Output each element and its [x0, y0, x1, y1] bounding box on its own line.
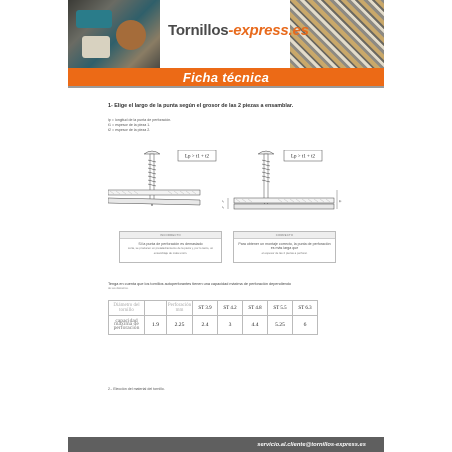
screw-head-right: [258, 151, 274, 154]
header-blank: [145, 301, 167, 316]
plate-2-left: [108, 198, 200, 205]
caption-correct: [233, 231, 336, 263]
document-page: [68, 0, 384, 452]
table-cell: 4.4: [243, 316, 268, 335]
dim-lp: lp: [339, 199, 342, 203]
legend-t2: t2 = espesor de la pieza 2.: [108, 128, 151, 132]
header-size: ST 4.8: [243, 301, 268, 316]
section-2-heading: 2.- Elección del material del tornillo.: [108, 387, 165, 391]
capacity-note: Tenga en cuenta que los tornillos autoperforantes tienen una capacidad máxima de perforación dependiendo: [108, 282, 292, 286]
workbench-photo: [68, 0, 160, 68]
row-label: capacidad máxima de perforación: [109, 316, 145, 335]
header-size: ST 5.5: [268, 301, 293, 316]
parts-tray-image: [82, 36, 110, 58]
plate-1-left: [108, 190, 200, 195]
table-cell: 2.4: [193, 316, 218, 335]
header-diameter: Diámetro del tornillo: [109, 301, 145, 316]
table-cell: 2.25: [167, 316, 193, 335]
table-cell: 1.9: [145, 316, 167, 335]
band-divider: [68, 86, 384, 88]
brand-name-main: Tornillos: [168, 22, 229, 39]
table-header-row: [109, 301, 318, 316]
table-cell: 5.25: [268, 316, 293, 335]
table-cell: 3: [218, 316, 243, 335]
legend: [108, 118, 171, 133]
plate-2-right: [234, 204, 334, 209]
caption-incorrect-title: INCORRECTO: [120, 232, 221, 239]
table-row: [109, 316, 318, 335]
section-1-heading: 1- Elige el largo de la punta según el grosor de las 2 piezas a ensamblar.: [108, 103, 294, 109]
header-size: ST 4.2: [218, 301, 243, 316]
caption-incorrect-text: Si la punta de perforación es demasiado: [138, 242, 203, 246]
formula-left: Lp > t1 + t2: [185, 154, 209, 160]
capacity-note-sub: de sus diámetros.: [108, 287, 129, 290]
caption-correct-body: [234, 239, 335, 258]
caption-correct-small: el espesor de las 2 piezas a perforar.: [261, 250, 308, 255]
caption-incorrect-body: [120, 239, 221, 258]
brand-logo[interactable]: [168, 22, 309, 39]
legend-t1: t1 = espesor de la pieza 1.: [108, 123, 151, 127]
legend-lp: lp = longitud de la punta de perforación.: [108, 118, 172, 122]
caption-correct-text: Para obtener un montaje correcto, la punta de perforación es más larga que: [238, 242, 331, 251]
screw-head-left: [144, 151, 160, 154]
dim-t1: t₁: [222, 199, 224, 203]
tool-case-image: [76, 10, 112, 28]
page-title: Ficha técnica: [182, 69, 270, 85]
header-size: ST 6.3: [293, 301, 318, 316]
brand-name-accent: -express.es: [228, 22, 309, 39]
incorrect-diagram: [108, 150, 216, 206]
table-cell: 6: [293, 316, 318, 335]
hand-image: [116, 20, 146, 50]
formula-right: Lp > t1 + t2: [291, 154, 315, 160]
contact-email-link[interactable]: servicio.al.cliente@tornillos-express.es: [257, 441, 366, 448]
title-band: [68, 68, 384, 86]
correct-diagram: [222, 150, 342, 209]
caption-incorrect-small: corta, se producen un pretaladramiento de la pieza y, por lo tanto, un ensamblaje de mala unión.: [127, 246, 214, 255]
header-banner: [68, 0, 384, 68]
dim-t2: t₂: [222, 205, 224, 209]
footer: [68, 437, 384, 452]
plate-1-right: [234, 198, 334, 203]
screw-diagram: [108, 150, 344, 220]
header-size: ST 3.9: [193, 301, 218, 316]
capacity-table: [108, 300, 318, 335]
caption-correct-title: CORRECTO: [234, 232, 335, 239]
header-perforation: Perforación mm: [167, 301, 193, 316]
caption-incorrect: [119, 231, 222, 263]
